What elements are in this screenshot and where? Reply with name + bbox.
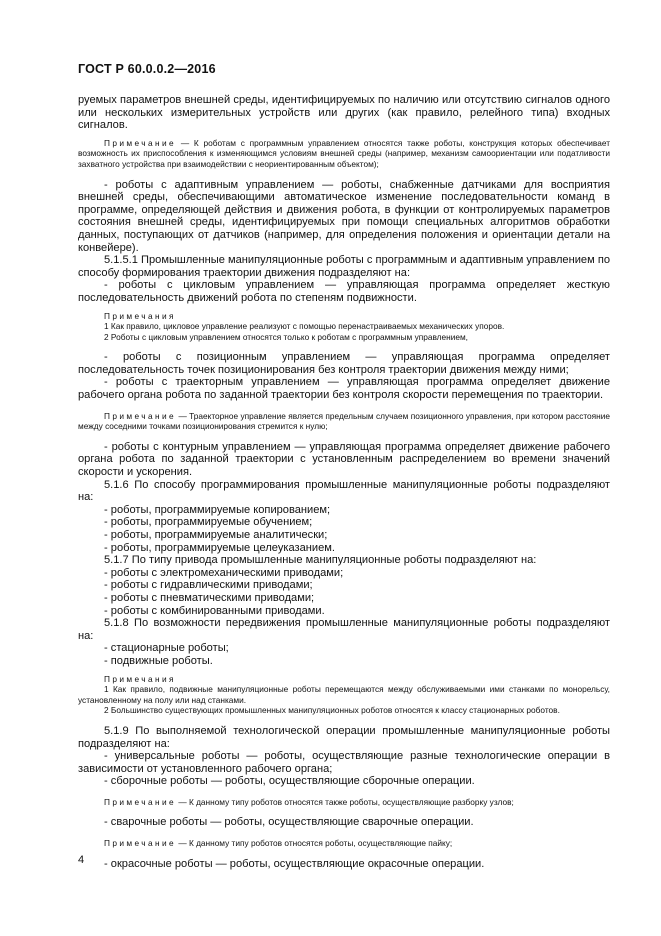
note xyxy=(78,411,610,432)
note-item: 2 Большинство существующих промышленных манипуляционных роботов относятся к классу стационарных роботов. xyxy=(104,705,560,716)
note-label: Примечание xyxy=(104,410,177,421)
list-item: - подвижные роботы. xyxy=(104,654,213,667)
list-item: - роботы, программируемые копированием; xyxy=(104,503,331,516)
paragraph: - окрасочные роботы — роботы, осуществляющие окрасочные операции. xyxy=(104,857,485,870)
paragraph: - сварочные роботы — роботы, осуществляющие сварочные операции. xyxy=(104,816,474,829)
paragraph: - роботы с адаптивным управлением — роботы, снабженные датчиками для восприятия внешней среды, обеспечивающими автоматическое изменение последовательности команд в программе, определяющей действия и движения робота, в функции от контролируемых параметров состояния внешней среды, идентифицируемых при помощи специальных алгоритмов обработки данных, поступающих от датчиков (например, для определения положения и ориентации детали на конвейере). xyxy=(78,178,610,254)
note-text: — Траекторное управление является предельным случаем позиционного управления, при котором расстояние между соседними точками позиционирования стремится к нулю; xyxy=(78,410,610,432)
notes-heading xyxy=(78,311,610,322)
paragraph: - универсальные роботы — роботы, осуществляющие разные технологические операции в зависимости от установленного рабочего органа; xyxy=(78,750,610,775)
note-text: — К роботам с программным управлением относятся также роботы, конструкция которых обеспечивает возможность их приспособления к изменяющимся условиям внешней среды (например, механизм самоориентации или податливости захватного устройства при взаимодействии с неориентированным объектом); xyxy=(78,137,610,169)
list-item: - роботы с пневматическими приводами; xyxy=(104,591,315,604)
paragraph: - роботы с траекторным управлением — управляющая программа определяет движение рабочего органа робота по заданной траектории без контроля скорости перемещения по траектории. xyxy=(78,376,610,402)
note-text: — К данному типу роботов относятся также роботы, осуществляющие разборку узлов; xyxy=(176,796,514,807)
document-body xyxy=(78,94,610,870)
list-item: - роботы, программируемые обучением; xyxy=(104,516,313,529)
notes-heading xyxy=(78,674,610,685)
notes-label: Примечания xyxy=(104,310,176,321)
note-item: 2 Роботы с цикловым управлением относятся только к роботам с программным управлением, xyxy=(104,331,468,342)
note-item: 1 Как правило, подвижные манипуляционные роботы перемещаются между обслуживаемыми ими станками по монорельсу, установленному на полу или над станками. xyxy=(78,684,610,705)
clause-5-1-6: 5.1.6 По способу программирования промышленные манипуляционные роботы подразделяют на: xyxy=(78,478,610,504)
paragraph: - роботы с позиционным управлением — управляющая программа определяет последовательность точек позиционирования без контроля траектории движения между ними; xyxy=(78,351,610,376)
note-text: — К данному типу роботов относятся роботы, осуществляющие пайку; xyxy=(176,838,453,849)
note-label: Примечание xyxy=(104,137,177,148)
document-header: ГОСТ Р 60.0.0.2—2016 xyxy=(78,62,216,76)
list-item: - роботы, программируемые аналитически; xyxy=(104,529,328,541)
note-item: 1 Как правило, цикловое управление реализуют с помощью перенастраиваемых механических упоров. xyxy=(104,321,505,332)
page-number: 4 xyxy=(78,854,85,866)
list-item: - роботы с электромеханическими приводами; xyxy=(104,566,344,579)
list-item: - роботы с комбинированными приводами. xyxy=(104,604,325,617)
paragraph: - сборочные роботы — роботы, осуществляющие сборочные операции. xyxy=(104,775,475,788)
note xyxy=(78,797,610,808)
clause-5-1-9: 5.1.9 По выполняемой технологической операции промышленные манипуляционные роботы подразделяют на: xyxy=(78,724,610,750)
note-label: Примечание xyxy=(104,838,177,849)
note-label: Примечание xyxy=(104,796,177,807)
clause-5-1-5-1: 5.1.5.1 Промышленные манипуляционные роботы с программным и адаптивным управлением по способу формирования траектории движения подразделяют на: xyxy=(78,254,610,279)
note xyxy=(78,838,610,849)
paragraph: - роботы с контурным управлением — управляющая программа определяет движение рабочего органа робота по заданной траектории с установленным распределением во времени значений скорости и ускорения. xyxy=(78,440,610,479)
list-item: - роботы, программируемые целеуказанием. xyxy=(104,541,335,554)
list-item: - стационарные роботы; xyxy=(104,642,229,655)
notes-label: Примечания xyxy=(104,673,176,684)
clause-5-1-8: 5.1.8 По возможности передвижения промышленные манипуляционные роботы подразделяют на: xyxy=(78,617,610,642)
list-item: - роботы с гидравлическими приводами; xyxy=(104,579,313,592)
paragraph: - роботы с цикловым управлением — управляющая программа определяет жесткую последовательность движений робота по степеням подвижности. xyxy=(78,279,610,304)
paragraph: руемых параметров внешней среды, идентифицируемых по наличию или отсутствию сигналов одного или нескольких измерительных устройств или других (как правило, релейного типа) входных сигналов. xyxy=(78,94,610,132)
note xyxy=(78,138,610,170)
clause-5-1-7: 5.1.7 По типу привода промышленные манипуляционные роботы подразделяют на: xyxy=(104,554,537,567)
